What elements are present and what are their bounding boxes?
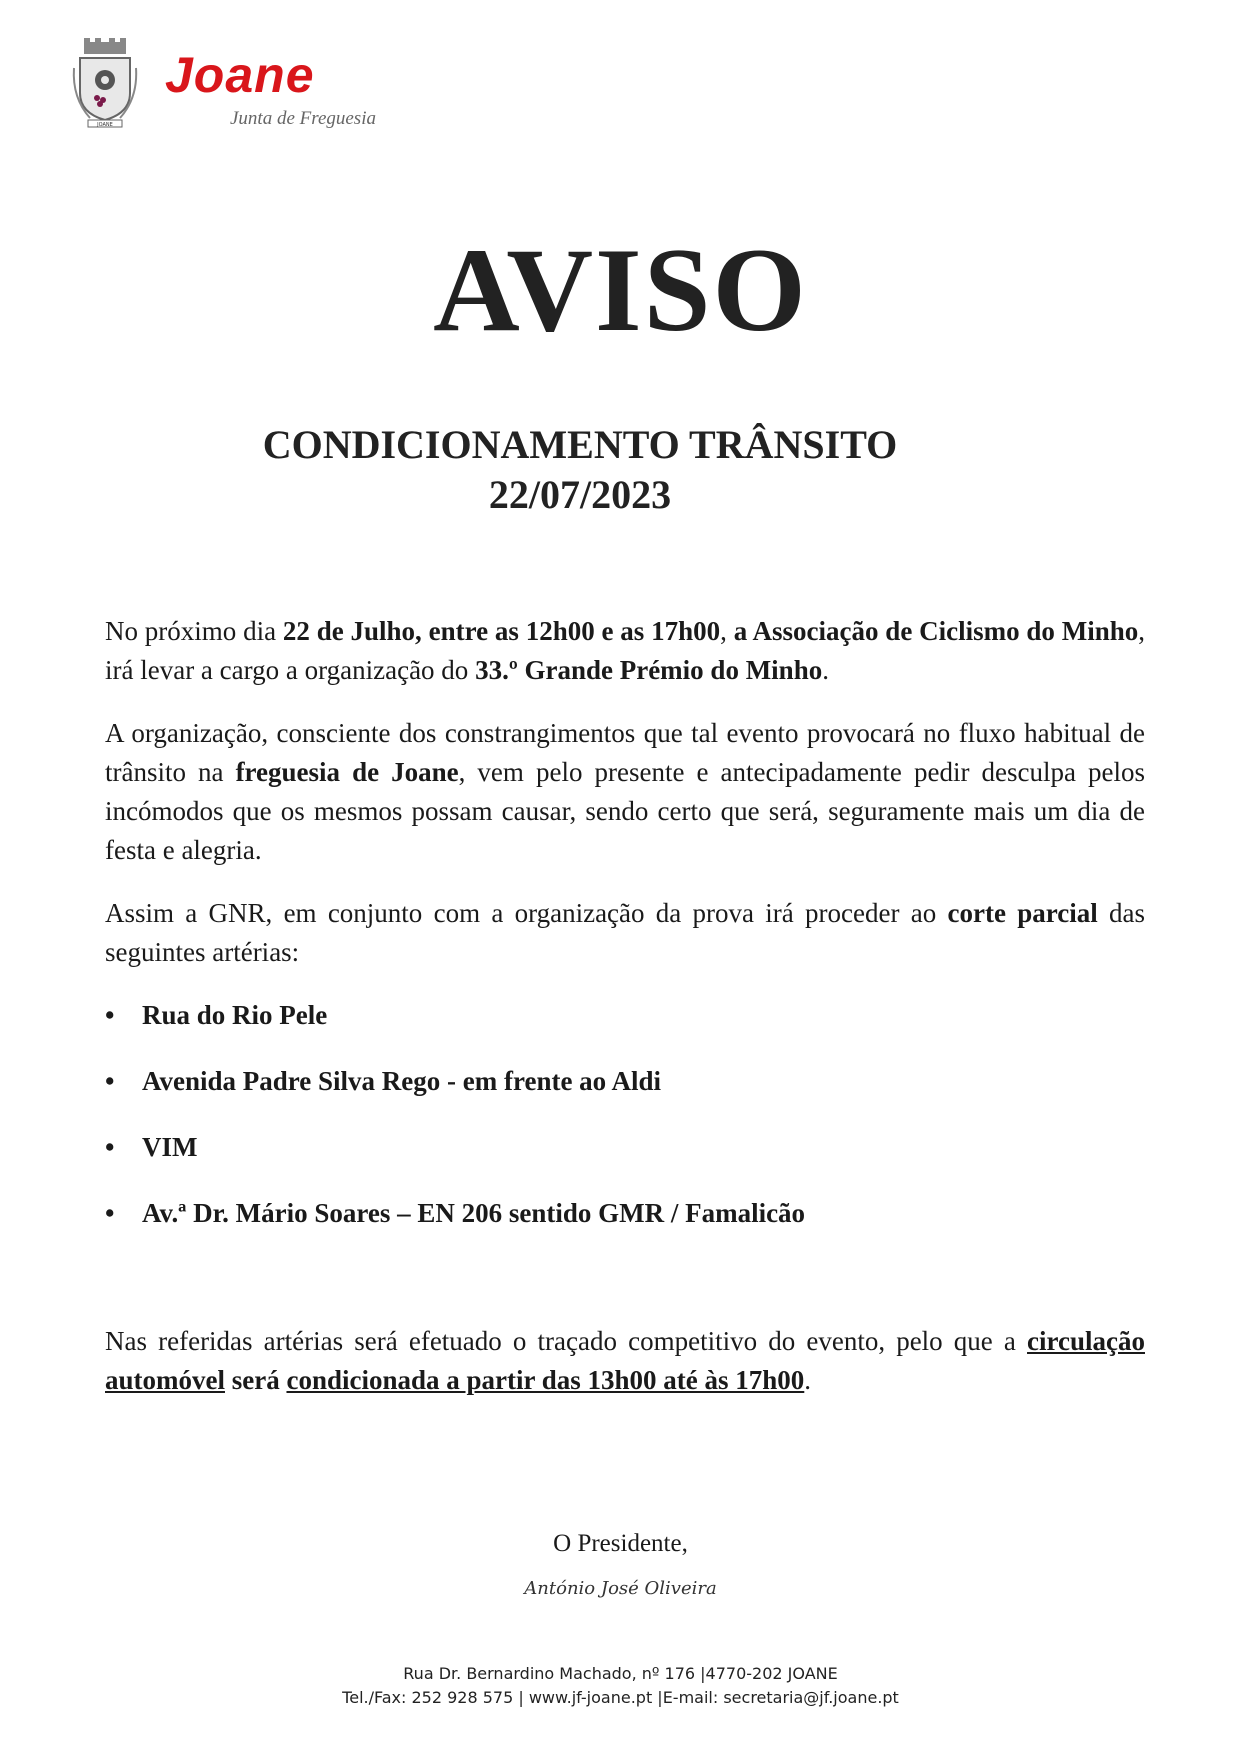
subtitle-date: 22/07/2023	[488, 472, 672, 517]
underlined-text: circulação automóvel	[105, 1326, 1145, 1395]
footer-address: Rua Dr. Bernardino Machado, nº 176 |4770-202 JOANE	[403, 1664, 838, 1683]
signer-role: O Presidente,	[553, 1530, 688, 1557]
text: Assim a GNR, em conjunto com a organização da prova irá proceder ao	[105, 898, 948, 928]
brand-subtitle: Junta de Freguesia	[230, 108, 376, 129]
paragraph-2	[105, 714, 1145, 870]
paragraph-3	[105, 894, 1145, 972]
text: Nas referidas artérias será efetuado o traçado competitivo do evento, pelo que a	[105, 1326, 1028, 1356]
crest-icon	[70, 38, 140, 128]
subtitle-line: CONDICIONAMENTO TRÂNSITO	[262, 422, 898, 467]
list-item: • VIM	[105, 1128, 1145, 1194]
brand-name: Joane	[165, 47, 315, 103]
list-item: • Avenida Padre Silva Rego - em frente ao Aldi	[105, 1062, 1145, 1128]
text: das seguintes artérias:	[105, 898, 1145, 967]
list-item: • Av.ª Dr. Mário Soares – EN 206 sentido GMR / Famalicão	[105, 1194, 1145, 1260]
header-logo	[70, 38, 390, 133]
bold-text: 22 de Julho, entre as 12h00 e as 17h00	[282, 616, 721, 646]
paragraph-1	[105, 612, 1145, 690]
footer	[0, 1662, 1241, 1710]
notice-subtitle	[0, 420, 1160, 520]
bold-text: a Associação de Ciclismo do Minho	[733, 616, 1139, 646]
text: No próximo dia	[105, 616, 283, 646]
text: .	[804, 1365, 812, 1395]
text: .	[822, 655, 829, 685]
svg-text:JOANE: JOANE	[97, 122, 113, 128]
list-item: • Rua do Rio Pele	[105, 996, 1145, 1062]
page-title: AVISO	[433, 223, 808, 356]
underlined-text: condicionada a partir das 13h00 até às 17h00	[286, 1365, 805, 1395]
bold-text: 33.º Grande Prémio do Minho	[475, 655, 823, 685]
text: , irá levar a cargo a organização do	[105, 616, 1145, 685]
notice-body	[105, 612, 1145, 1260]
signature: António José Oliveira	[524, 1578, 717, 1599]
text: , vem pelo presente e antecipadamente pedir desculpa pelos incómodos que os mesmos possam causar, sendo certo que será, seguramente mais um dia de festa e alegria.	[105, 757, 1145, 865]
footer-contacts: Tel./Fax: 252 928 575 | www.jf-joane.pt |E-mail: secretaria@jf.joane.pt	[342, 1688, 899, 1707]
road-list	[105, 996, 1145, 1260]
text: ,	[720, 616, 734, 646]
bold-text: será	[224, 1365, 287, 1395]
bold-text: corte parcial	[947, 898, 1098, 928]
closing-paragraph	[105, 1322, 1145, 1400]
bold-text: freguesia de Joane	[235, 757, 459, 787]
text: A organização, consciente dos constrangimentos que tal evento provocará no fluxo habitual de trânsito na	[105, 718, 1145, 787]
